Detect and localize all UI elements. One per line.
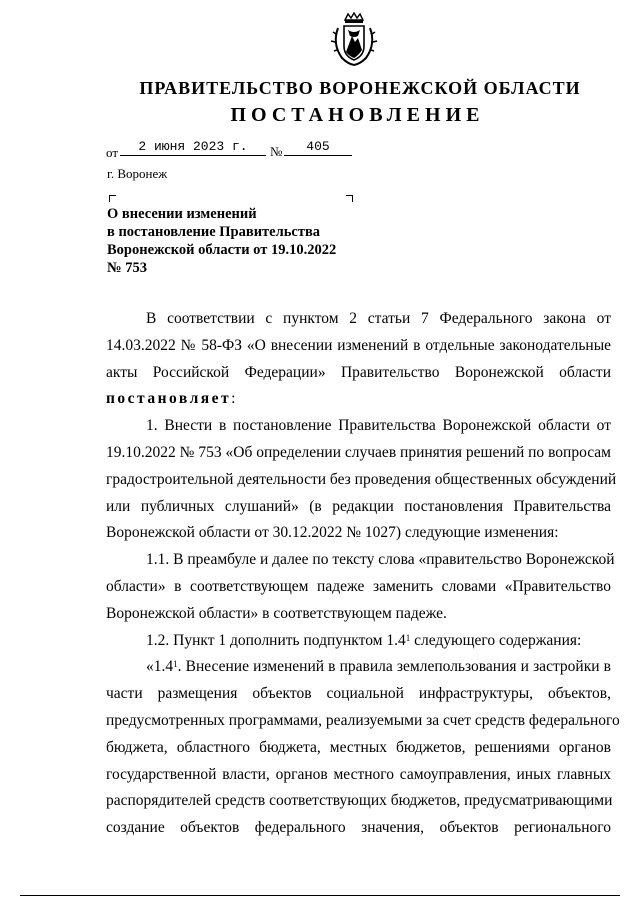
body-line: 1.1. В преамбуле и далее по тексту слова «правительство Воронежской	[146, 551, 615, 569]
body-line: создание объектов федерального значения, объектов регионального	[106, 819, 611, 837]
coat-of-arms-icon	[328, 12, 380, 68]
body-line: или публичных слушаний» (в редакции постановления Правительства	[106, 497, 611, 515]
organization-title: ПРАВИТЕЛЬСТВО ВОРОНЕЖСКОЙ ОБЛАСТИ	[139, 78, 581, 98]
subject-line: Воронежской области от 19.10.2022	[107, 242, 337, 258]
body-line: Воронежской области» в соответствующем падеже.	[106, 604, 447, 622]
document-subject	[107, 205, 336, 277]
body-line	[106, 386, 611, 413]
body-line: 1. Внести в постановление Правительства Воронежской области от	[146, 417, 611, 435]
date-value: 2 июня 2023 г.	[120, 139, 266, 156]
body-line: 14.03.2022 № 58-ФЗ «О внесении изменений в отдельные законодательные	[106, 336, 611, 354]
body-line: градостроительной деятельности без проведения общественных обсуждений	[106, 470, 617, 488]
body-line: государственной власти, органов местного самоуправления, иных главных	[106, 765, 611, 783]
body-line: акты Российской Федерации» Правительство Воронежской области	[106, 363, 611, 381]
city-label: г. Воронеж	[107, 166, 168, 181]
body-text: «1.4	[146, 658, 174, 676]
body-line: части размещения объектов социальной инфраструктуры, объектов,	[106, 685, 611, 703]
body-line: распорядителей средств соответствующих бюджетов, предусматривающими	[106, 792, 613, 810]
corner-bracket-right	[346, 195, 353, 202]
document-type-title: ПОСТАНОВЛЕНИЕ	[230, 104, 485, 126]
body-text: следующего содержания:	[410, 631, 582, 649]
number-value: 405	[284, 139, 352, 156]
body-text: . Внесение изменений в правила землепользования и застройки в	[177, 658, 611, 676]
superscript: 1	[405, 632, 411, 643]
number-label: №	[270, 144, 283, 159]
body-line: предусмотренных программами, реализуемыми за счет средств федерального	[106, 711, 620, 729]
body-text: 1.2. Пункт 1 дополнить подпунктом 1.4	[146, 631, 406, 649]
body-line: 19.10.2022 № 753 «Об определении случаев принятия решений по вопросам	[106, 443, 611, 461]
subject-line: № 753	[107, 260, 147, 276]
body-line: области» в соответствующем падеже заменить словами «Правительство	[106, 577, 611, 595]
date-label: от	[106, 145, 119, 160]
resolves-word: постановляет	[106, 390, 232, 408]
resolves-colon: :	[231, 390, 236, 408]
corner-bracket-left	[109, 195, 116, 202]
subject-line: в постановление Правительства	[107, 224, 321, 240]
document-body	[106, 306, 620, 842]
body-line	[106, 628, 611, 655]
superscript: 1	[173, 659, 178, 670]
body-line: Воронежской области от 30.12.2022 № 1027) следующие изменения:	[106, 524, 559, 542]
body-line: бюджета, областного бюджета, местных бюджетов, решениями органов	[106, 738, 611, 756]
page-bottom-rule	[20, 895, 620, 896]
body-line	[106, 654, 611, 681]
body-line: В соответствии с пунктом 2 статьи 7 Федерального закона от	[146, 310, 611, 327]
subject-line: О внесении изменений	[107, 206, 257, 222]
